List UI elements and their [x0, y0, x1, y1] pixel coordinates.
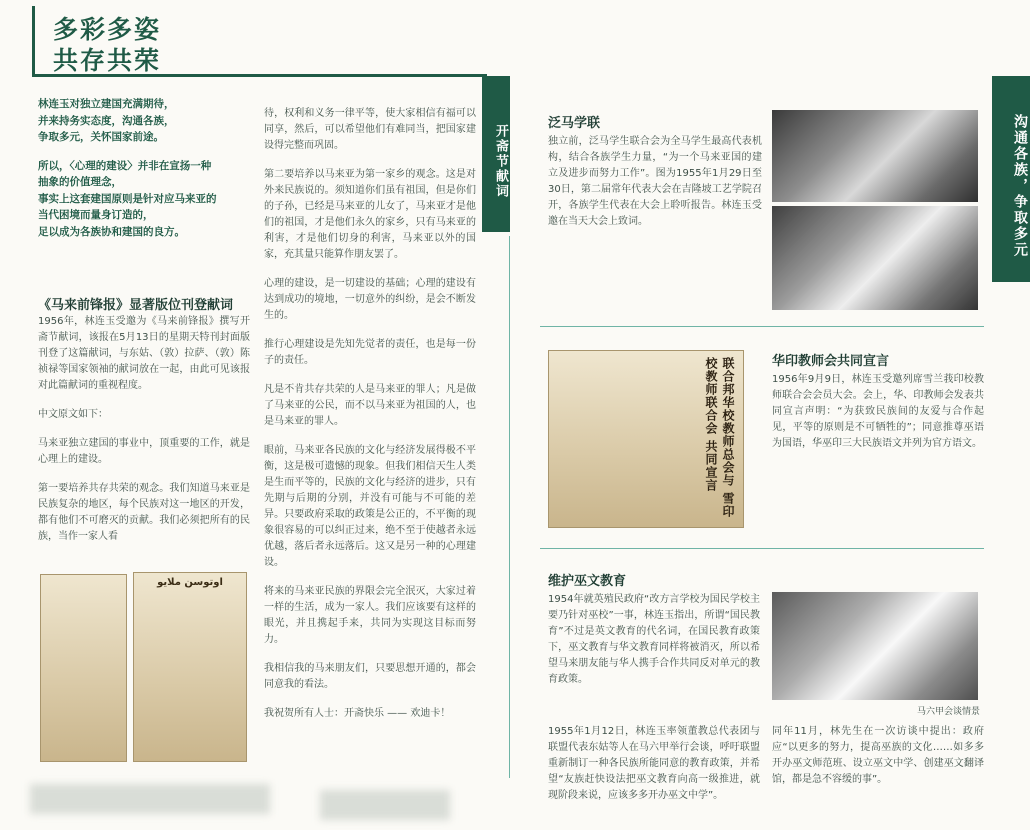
paragraph: 第一要培养共存共荣的观念。我们知道马来亚是民族复杂的地区，每个民族对这一地区的开发，都有他们不可磨灭的贡献。我们必须把所有的民族，当作一家人看: [38, 483, 250, 542]
declaration-headline: 联合邦华校教师总会与 雪印校教师联合会 共同宣言: [704, 357, 735, 519]
intro-line: 争取多元，关怀国家前途。: [38, 131, 164, 143]
paragraph: 我相信我的马来朋友们，只要思想开通的，都会同意我的看法。: [264, 663, 476, 690]
page-title-line1: 多彩多姿: [53, 15, 162, 44]
section4-right-bottom: [772, 724, 984, 801]
intro-line: 当代困境而量身订造的，: [38, 209, 154, 221]
paragraph: 1955年1月12日，林连玉率领董教总代表团与联盟代表东姑等人在马六甲举行会谈，呼吁联盟重新制订一种各民族所能同意的教育政策，并希望“友族赶快设法把巫文教育向高一级推进，就现阶段来说，应该多多开办巫文中学”。: [548, 726, 760, 801]
column1-body: [38, 314, 250, 558]
paragraph: 第二要培养以马来亚为第一家乡的观念。这是对外来民族说的。须知道你们虽有祖国，但是你们的子孙，已经是马来亚的儿女了，马来亚才是他们的祖国，才是他们永久的家乡，只有马来亚的利害，才是他们切身的利害，马来亚以外的国家，充其量只能算作朋友罢了。: [264, 169, 476, 260]
section-heading-malay-education: 维护巫文教育: [548, 574, 627, 589]
paragraph: 马来亚独立建国的事业中，顶重要的工作，就是心理上的建设。: [38, 438, 250, 465]
photo-student-congress-1: [772, 110, 978, 202]
photo-caption: 马六甲会谈情景: [916, 707, 980, 717]
paragraph: 1956年，林连玉受邀为《马来前锋报》撰写开斋节献词，该报在5月13日的星期天特刊封面版刊登了这篇献词，与东姑、（敦）拉萨、（敦）陈祯禄等国家领袖的献词放在一起，由此可见该报对此篇献词的重视程度。: [38, 316, 250, 391]
tab-eid-greeting-label: 开斋节献词: [493, 123, 508, 199]
section-heading-joint-declaration: 华印教师会共同宣言: [772, 354, 890, 369]
column-divider: [509, 236, 510, 778]
paragraph: 心理的建设，是一切建设的基础；心理的建设有达到成功的境地，一切意外的纠纷，是会不断发生的。: [264, 278, 476, 321]
blurred-footer-left: [30, 784, 270, 814]
paragraph: 将来的马来亚民族的界限会完全泯灭，大家过着一样的生活，成为一家人。我们应该要有这样的眼光，并且携起手来，共同为实现这目标而努力。: [264, 586, 476, 645]
intro-block: [38, 96, 248, 240]
section3-body: [772, 372, 984, 465]
newspaper-clipping-left: [40, 574, 127, 762]
intro-line: 所以，〈心理的建设〉并非在宣扬一种: [38, 159, 212, 172]
blurred-footer-mid: [320, 790, 450, 820]
section2-body: [548, 134, 762, 243]
column2-body: [264, 106, 476, 735]
tab-eid-greeting: [482, 76, 510, 232]
intro-line: 足以成为各族协和建国的良方。: [38, 225, 185, 238]
tab-communicate-label: 沟通各族，争取多元: [1012, 114, 1028, 258]
photo-student-congress-2: [772, 206, 978, 310]
section4-left-bottom: [548, 724, 760, 817]
paragraph: 推行心理建设是先知先觉者的责任，也是每一份子的责任。: [264, 339, 476, 366]
newspaper-joint-declaration: [548, 350, 744, 528]
page-title-line2: 共存共荣: [53, 46, 162, 75]
paragraph: 中文原文如下：: [38, 409, 108, 420]
intro-line: 并来持务实态度，沟通各族，: [38, 114, 175, 127]
newspaper-clipping-right: [133, 572, 247, 762]
section-divider: [540, 548, 984, 549]
paragraph: 同年11月，林先生在一次访谈中提出：政府应“以更多的努力，提高巫族的文化……如多多开办巫文师范班、设立巫文中学、创建巫文翻译馆，都是急不容缓的事”。: [772, 726, 984, 785]
intro-line: 事实上这套建国原则是针对应马来亚的: [38, 192, 217, 205]
intro-line: 抽象的价值理念，: [38, 176, 122, 188]
title-block: [32, 6, 487, 77]
paragraph: 凡是不肯共存共荣的人是马来亚的罪人；凡是做了马来亚的公民，而不以马来亚为祖国的人，也是马来亚的罪人。: [264, 384, 476, 427]
paragraph: 眼前，马来亚各民族的文化与经济发展得极不平衡，这是极可遗憾的现象。但我们相信天生人类是生而平等的，民族的文化与经济的进步，只有先期与后期的分别，并没有可能与不可能的差异。只要政府采取的政策是公正的，不平衡的现象很容易的可以纠正过来，绝不至于使越者永远优越，落后者永远落后。这又是另一种的心理建设。: [264, 445, 476, 568]
paragraph: 待，权利和义务一律平等，使大家相信有福可以同享，然后，可以希望他们有难同当，把国家建设得完整而巩固。: [264, 108, 476, 151]
paragraph: 1956年9月9日，林连玉受邀列席雪兰莪印校教师联合会会员大会。会上，华、印教师会发表共同宣言声明：“为获致民族间的友爱与合作起见，平等的原则是不可牺牲的”；同意推尊巫语为国语，华巫印三大民族语文并列为官方语文。: [772, 374, 984, 449]
newspaper-masthead: اوتوسن ملايو: [157, 577, 223, 588]
section4-body: [548, 592, 760, 701]
section-heading-utusan: 《马来前锋报》显著版位刊登献词: [38, 298, 234, 313]
paragraph: 1954年就英殖民政府“改方言学校为国民学校主要乃针对巫校”一事，林连玉指出，所谓“国民教育”不过是英文教育的代名词，在国民教育政策下，巫文教育与华文教育同样将被消灭，所以希望马来朋友能与华人携手合作共同反对单元的教育政策。: [548, 594, 760, 685]
paragraph: 我祝贺所有人士：开斋快乐 —— 欢迪卡！: [264, 708, 451, 719]
paragraph: 独立前，泛马学生联合会为全马学生最高代表机构，结合各族学生力量，“为一个马来亚国的建立及进步而努力工作”。图为1955年1月29日至30日，第二届常年代表大会在吉隆坡工艺学院召开，各族学生代表在大会上聆听报告。林连玉受邀在当天大会上致词。: [548, 136, 762, 227]
section-divider: [540, 326, 984, 327]
section-heading-pmfsu: 泛马学联: [548, 116, 601, 131]
photo-malacca-talks: [772, 592, 978, 700]
intro-line: 林连玉对独立建国充满期待，: [38, 98, 175, 110]
tab-communicate: [992, 76, 1030, 282]
